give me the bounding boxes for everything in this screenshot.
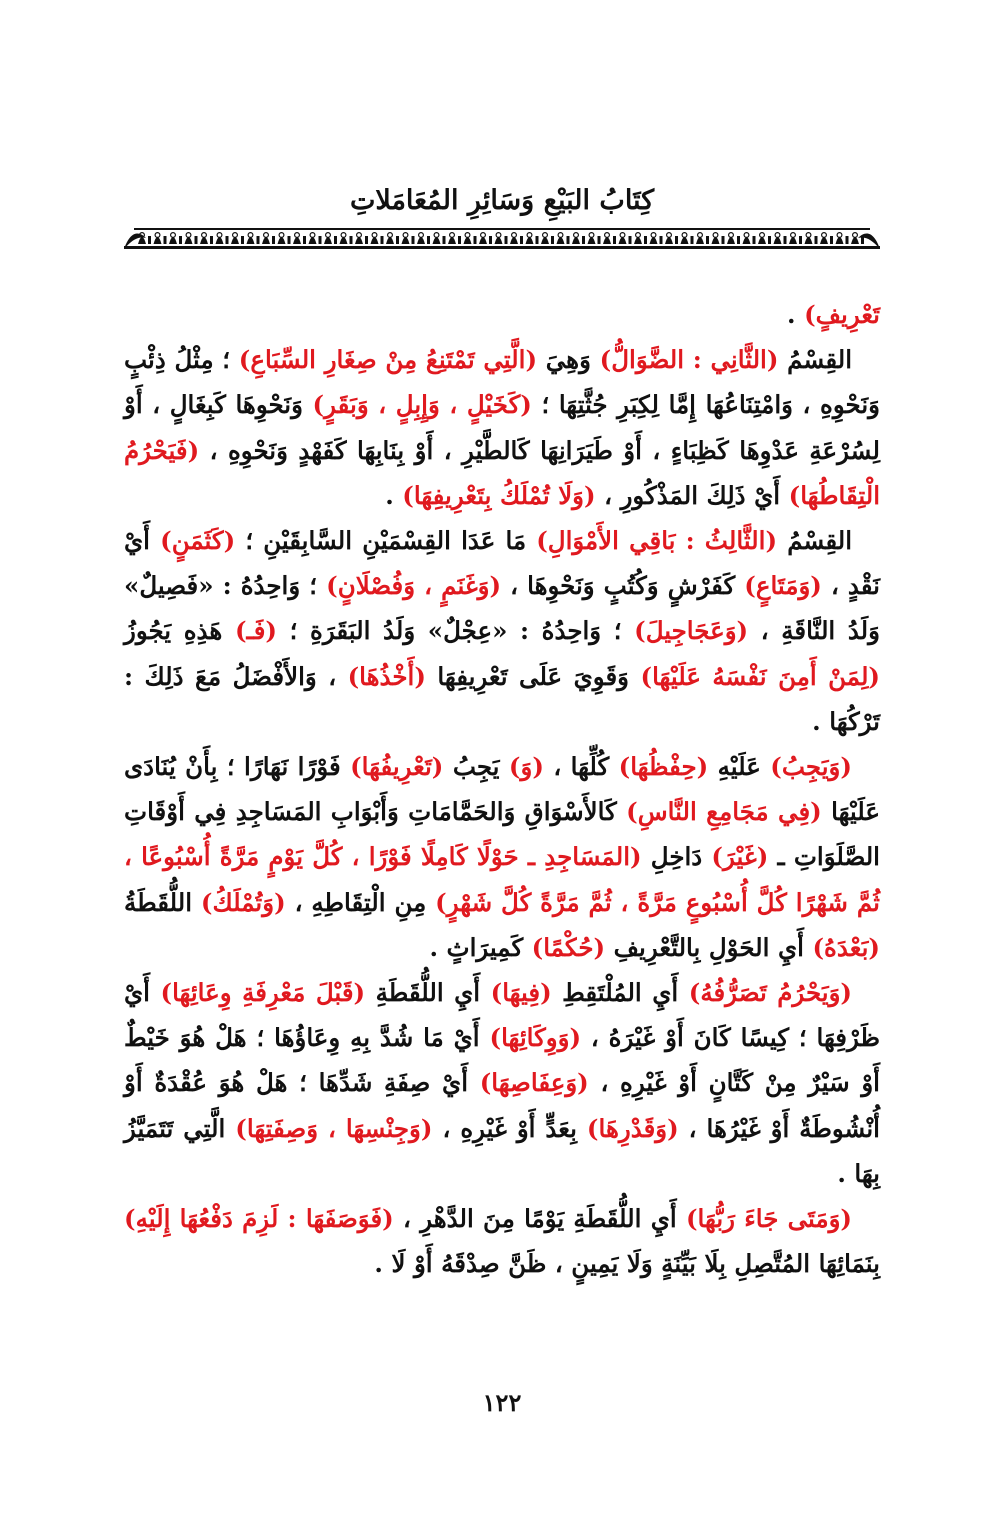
matn-text: تَعْرِيفٍ)	[804, 300, 880, 329]
matn-text: (المَسَاجِدِ ـ حَوْلًا كَامِلًا فَوْرًا ، كُلَّ يَوْمٍ مَرَّةً أُسْبُوعًا ، ثُمَّ شَهْرًا كُلَّ أُسْبُوعٍ مَرَّةً ، ثُمَّ مَرَّةً كُلَّ شَهْرٍ)	[124, 842, 880, 917]
commentary-text: أَيِ اللُّقَطَةِ يَوْمًا مِنَ الدَّهْرِ ،	[393, 1204, 686, 1234]
matn-text: (أَخْذُهَا)	[347, 661, 426, 691]
commentary-text: فَوْرًا نَهَارًا ؛ بِأَنْ يُنَادَى عَلَيْهَا	[124, 752, 880, 827]
commentary-text: وَنَحْوِهَا كَبِغَالٍ ، أَوْ لِسُرْعَةِ عَدْوِهَا كَظِبَاءٍ ، أَوْ طَيَرَانِهَا كَالطَّيْرِ ، أَوْ بِنَابِهَا كَفَهْدٍ وَنَحْوِهِ ،	[124, 390, 880, 465]
paragraph	[124, 1196, 880, 1286]
commentary-text: مَا عَدَا القِسْمَيْنِ السَّابِقَيْنِ ؛	[235, 526, 537, 556]
matn-text: (وَمَتَى جَاءَ رَبُّهَا)	[685, 1204, 852, 1234]
matn-text: (فَوَصَفَهَا : لَزِمَ دَفْعُهَا إِلَيْهِ)	[124, 1204, 394, 1234]
ornament-divider	[124, 226, 880, 252]
commentary-text: أَيِ الحَوْلِ بِالتَّعْرِيفِ	[605, 932, 813, 962]
matn-text: (حُكْمًا)	[531, 932, 606, 962]
commentary-text: وَهِيَ	[537, 345, 600, 375]
commentary-text: أَيْ نَقْدٍ ،	[124, 526, 880, 601]
main-text	[124, 292, 880, 1286]
commentary-text: كَمِيرَاثٍ .	[429, 932, 532, 962]
commentary-text: بِعَدٍّ أَوْ غَيْرِهِ ،	[432, 1113, 587, 1143]
commentary-text: أَيْ ذَلِكَ المَذْكُورِ ،	[595, 480, 789, 510]
matn-text: (تَعْرِيفُهَا)	[350, 752, 444, 782]
commentary-text: أَيْ مَا شُدَّ بِهِ وِعَاؤُهَا ؛ هَلْ هُوَ خَيْطٌ أَوْ سَيْرٌ مِنْ كَتَّانٍ أَوْ غَيْرِهِ ،	[124, 1023, 880, 1098]
matn-text: (وَتُمْلَكُ)	[200, 887, 286, 917]
commentary-text: القِسْمُ	[777, 526, 853, 556]
commentary-text: كَالأَسْوَاقِ وَالحَمَّامَاتِ وَأَبْوَابِ المَسَاجِدِ فِي أَوْقَاتِ الصَّلَوَاتِ ـ	[124, 797, 880, 872]
matn-text: (فَـ)	[234, 616, 278, 646]
commentary-text: عَلَيْهِ	[708, 752, 771, 782]
matn-text: (وَ)	[508, 752, 544, 782]
commentary-text: ، وَالأَفْضَلُ مَعَ ذَلِكَ : تَرْكُهَا .	[124, 661, 880, 736]
commentary-text: مِنِ الْتِقَاطِهِ ،	[285, 887, 436, 917]
paragraph	[124, 970, 880, 1196]
commentary-text: أَيِ المُلْتَقِطِ	[551, 978, 689, 1008]
commentary-text: أَيْ صِفَةِ شَدِّهَا ؛ هَلْ هُوَ عُقْدَةٌ أَوْ أُنْشُوطَةٌ أَوْ غَيْرُهَا ،	[124, 1068, 880, 1143]
matn-text: (وَجِنْسِهَا ، وَصِفَتِهَا)	[235, 1113, 433, 1143]
commentary-text: بِنَمَائِهَا المُتَّصِلِ بِلَا بَيِّنَةٍ وَلَا يَمِينٍ ، ظَنَّ صِدْقَهُ أَوْ لَا .	[374, 1249, 880, 1279]
page-number: ١٢٢	[482, 1388, 522, 1417]
commentary-text: اللُّقَطَةُ	[124, 887, 201, 917]
matn-text: (كَثَمَنٍ)	[160, 526, 236, 556]
commentary-text: يَجِبُ	[443, 752, 509, 782]
paragraph	[124, 518, 880, 744]
commentary-text: كَفَرْشٍ وَكُتُبٍ وَنَحْوِهَا ،	[501, 571, 745, 601]
commentary-text: .	[385, 480, 403, 510]
commentary-text: ؛ مِثْلُ ذِئْبٍ وَنَحْوِهِ ، وَامْتِنَاعُهَا إِمَّا لِكِبَرِ جُثَّتِهَا ؛	[124, 345, 880, 420]
commentary-text: ؛ وَاحِدُهُ : «فَصِيلٌ» وَلَدُ النَّاقَةِ ،	[124, 571, 880, 646]
matn-text: (وَلَا تُمْلَكُ بِتَعْرِيفِهَا)	[402, 480, 596, 510]
commentary-text: هَذِهِ يَجُوزُ	[124, 616, 235, 646]
matn-text: (الثَّالِثُ : بَاقِي الأَمْوَالِ)	[536, 526, 778, 556]
matn-text: (وَعِفَاصِهَا)	[479, 1068, 589, 1098]
commentary-text: وَقَوِيَ عَلَى تَعْرِيفِهَا	[425, 661, 641, 691]
book-title: كِتَابُ البَيْعِ وَسَائِرِ المُعَامَلاتِ	[349, 185, 655, 216]
matn-text: (لِمَنْ أَمِنَ نَفْسَهُ عَلَيْهَا)	[640, 661, 880, 691]
matn-text: (وَعَجَاجِيلَ)	[634, 616, 749, 646]
matn-text: (كَخَيْلٍ ، وَإِبِلٍ ، وَبَقَرٍ)	[312, 390, 532, 420]
paragraph	[124, 744, 880, 970]
matn-text: (بَعْدَهُ)	[812, 932, 880, 962]
commentary-text: القِسْمُ	[778, 345, 852, 375]
matn-text: (فِيهَا)	[490, 978, 552, 1008]
matn-text: (وَيَحْرُمُ تَصَرُّفُهُ)	[688, 978, 852, 1008]
commentary-text: أَيِ اللُّقَطَةِ	[365, 978, 491, 1008]
paragraph	[124, 292, 880, 337]
matn-text: (حِفْظُهَا)	[618, 752, 709, 782]
matn-text: (وَقَدْرِهَا)	[586, 1113, 679, 1143]
matn-text: (غَيْرَ)	[711, 842, 769, 872]
commentary-text: .	[787, 300, 805, 329]
matn-text: (وَغَنَمٍ ، وَفُصْلَانٍ)	[326, 571, 502, 601]
paragraph	[124, 337, 880, 518]
matn-text: (الثَّانِي : الضَّوَالُّ)	[599, 345, 779, 375]
matn-text: (وَوِكَائِهَا)	[489, 1023, 582, 1053]
matn-text: (وَمَتَاعٍ)	[744, 571, 822, 601]
commentary-text: الَّتِي تَتَمَيَّزُ بِهَا .	[124, 1113, 880, 1188]
commentary-text: كُلِّهَا ،	[543, 752, 619, 782]
matn-text: (فَيَحْرُمُ الْتِقَاطُهَا)	[124, 435, 880, 510]
matn-text: (قَبْلَ مَعْرِفَةِ وِعَائِهَا)	[160, 978, 366, 1008]
commentary-text: دَاخِلِ	[641, 842, 712, 872]
matn-text: (الَّتِي تَمْتَنِعُ مِنْ صِغَارِ السِّبَاعِ)	[238, 345, 538, 375]
commentary-text: أَيْ ظَرْفِهَا ؛ كِيسًا كَانَ أَوْ غَيْرَهُ ،	[124, 978, 880, 1053]
matn-text: (فِي مَجَامِعِ النَّاسِ)	[626, 797, 822, 827]
commentary-text: ؛ وَاحِدُهُ : «عِجْلٌ» وَلَدُ البَقَرَةِ ؛	[277, 616, 635, 646]
matn-text: (وَيَجِبُ)	[770, 752, 852, 782]
